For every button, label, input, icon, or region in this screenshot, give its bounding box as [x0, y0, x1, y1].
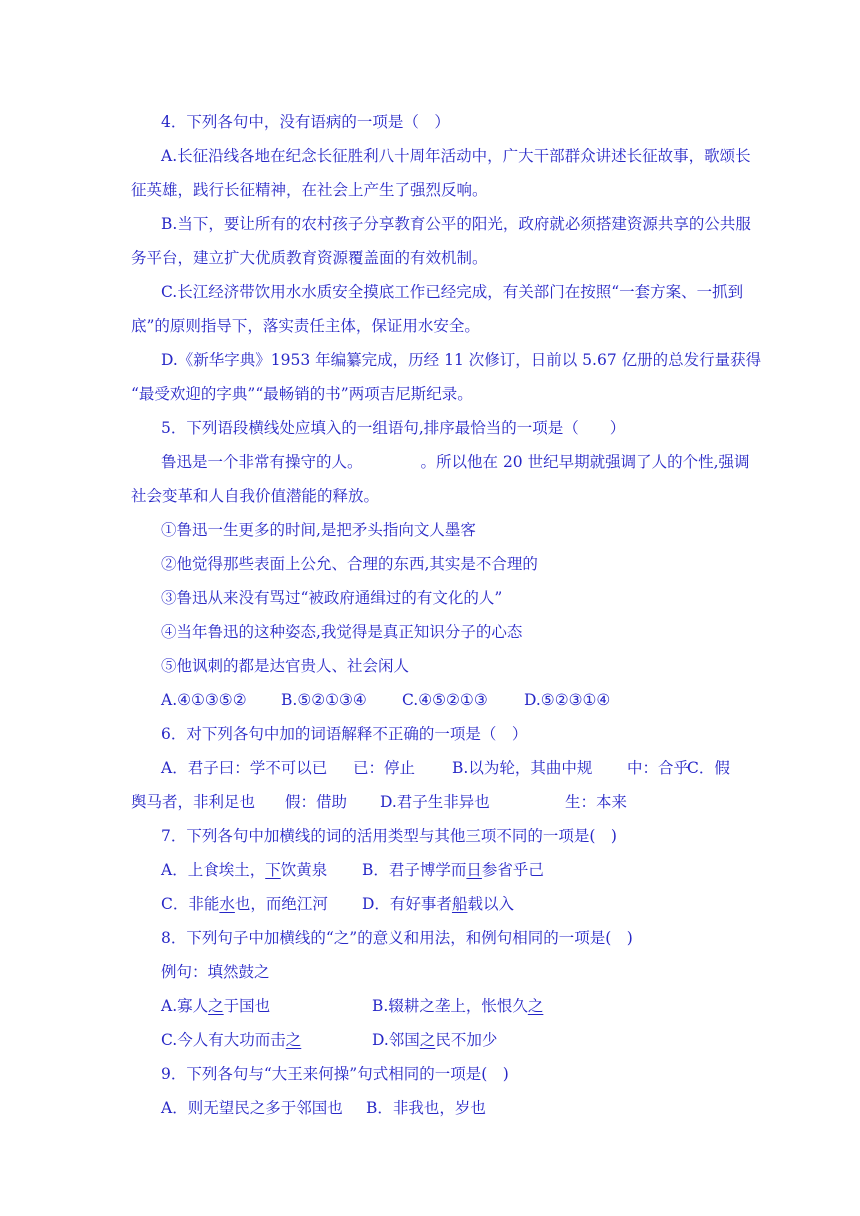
- q5-option-c: C.④⑤②①③: [402, 691, 488, 709]
- q8-option-d-underlined: 之: [419, 1031, 436, 1049]
- q8-stem: 8．下列句子中加横线的“之”的意义和用法，和例句相同的一项是( ): [161, 929, 633, 947]
- q5-option-d: D.⑤②③①④: [524, 691, 611, 709]
- q7-option-a-underlined: 下: [265, 861, 281, 879]
- q6-option-b-gloss: 中：合乎: [627, 759, 690, 777]
- q4-option-c-line1: C.长江经济带饮用水水质安全摸底工作已经完成，有关部门在按照“一套方案、一抓到: [161, 283, 744, 301]
- q5-option-b: B.⑤②①③④: [281, 691, 367, 709]
- q5-sentence-5: ⑤他讽刺的都是达官贵人、社会闲人: [161, 657, 410, 675]
- q6-option-d: D.君子生非异也: [380, 793, 490, 811]
- q4-option-c-line2: 底”的原则指导下，落实责任主体，保证用水安全。: [131, 317, 480, 335]
- q8-option-c-underlined: 之: [285, 1031, 302, 1049]
- q8-option-d: [372, 1029, 497, 1051]
- q7-option-b: [362, 859, 544, 881]
- q8-example: 例句：填然鼓之: [161, 963, 270, 981]
- q7-option-b-tail: 参省乎己: [481, 861, 544, 879]
- q6-option-a: A．君子曰：学不可以已: [161, 759, 328, 777]
- q6-option-b: B.以为轮，其曲中规: [452, 759, 593, 777]
- q9-option-b: B．非我也，岁也: [366, 1099, 486, 1117]
- q7-option-b-underlined: 日: [466, 861, 482, 879]
- q5-passage-line2: 社会变革和人自我价值潜能的释放。: [131, 487, 380, 505]
- q4-option-d-line1: D.《新华字典》1953 年编纂完成，历经 11 次修订，日前以 5.67 亿册的总发行量获得: [161, 351, 762, 369]
- q8-option-c-text: C.今人有大功而击: [161, 1031, 286, 1049]
- q7-option-a: [161, 859, 327, 881]
- q5-sentence-1: ①鲁迅一生更多的时间,是把矛头指向文人墨客: [161, 521, 476, 539]
- q4-option-b-line2: 务平台，建立扩大优质教育资源覆盖面的有效机制。: [131, 249, 488, 267]
- q8-option-a-tail: 于国也: [223, 997, 271, 1015]
- q7-option-b-text: B．君子博学而: [362, 861, 467, 879]
- q7-stem: 7．下列各句中加横线的词的活用类型与其他三项不同的一项是( ): [161, 827, 617, 845]
- q7-option-a-tail: 饮黄泉: [280, 861, 328, 879]
- q7-option-d-underlined: 船: [451, 895, 468, 913]
- q6-option-d-gloss: 生：本来: [565, 793, 628, 811]
- q4-option-a-line2: 征英雄，践行长征精神，在社会上产生了强烈反响。: [131, 181, 488, 199]
- q5-stem: 5．下列语段横线处应填入的一组语句,排序最恰当的一项是（ ）: [161, 419, 626, 437]
- q9-option-a: A．则无望民之多于邻国也: [161, 1099, 343, 1117]
- q8-option-a-underlined: 之: [208, 997, 224, 1015]
- q6-option-c-gloss: 假：借助: [285, 793, 348, 811]
- q6-option-a-gloss: 已：停止: [353, 759, 416, 777]
- q8-option-b: [372, 995, 543, 1017]
- q7-option-d-text: D．有好事者: [362, 895, 452, 913]
- q8-option-a-text: A.寡人: [161, 997, 209, 1015]
- q4-option-b-line1: B.当下，要让所有的农村孩子分享教育公平的阳光，政府就必须搭建资源共享的公共服: [161, 215, 751, 233]
- q7-option-c: [161, 893, 328, 915]
- q8-option-d-text: D.邻国: [372, 1031, 420, 1049]
- q4-stem: 4．下列各句中，没有语病的一项是（ ）: [161, 113, 450, 131]
- q7-option-a-text: A．上食埃土，: [161, 861, 266, 879]
- q9-stem: 9．下列各句与“大王来何操”句式相同的一项是( ): [161, 1065, 509, 1083]
- q7-option-d: [362, 893, 514, 915]
- q5-sentence-2: ②他觉得那些表面上公允、合理的东西,其实是不合理的: [161, 555, 538, 573]
- q8-option-a: [161, 995, 270, 1017]
- q5-passage-start: 鲁迅是一个非常有操守的人。: [161, 453, 363, 471]
- q6-stem: 6．对下列各句中加的词语解释不正确的一项是（ ）: [161, 725, 528, 743]
- q7-option-c-underlined: 水: [219, 895, 235, 913]
- q7-option-c-text: C．非能: [161, 895, 220, 913]
- q5-option-a: A.④①③⑤②: [161, 691, 247, 709]
- q8-option-b-underlined: 之: [527, 997, 544, 1015]
- q7-option-d-tail: 载以入: [467, 895, 514, 913]
- q6-option-c-start: C．假: [687, 759, 730, 777]
- q4-option-a-line1: A.长征沿线各地在纪念长征胜利八十周年活动中，广大干部群众讲述长征故事，歌颂长: [161, 147, 751, 165]
- q8-option-c: [161, 1029, 301, 1051]
- q5-passage-continue: 。所以他在 20 世纪早期就强调了人的个性,强调: [420, 453, 750, 471]
- q4-option-d-line2: “最受欢迎的字典”“最畅销的书”两项吉尼斯纪录。: [131, 385, 473, 403]
- q8-option-d-tail: 民不加少: [435, 1031, 498, 1049]
- q7-option-c-tail: 也，而绝江河: [234, 895, 328, 913]
- q6-option-c: 舆马者，非利足也: [131, 793, 256, 811]
- q5-sentence-3: ③鲁迅从来没有骂过“被政府通缉过的有文化的人”: [161, 589, 503, 607]
- q5-sentence-4: ④当年鲁迅的这种姿态,我觉得是真正知识分子的心态: [161, 623, 523, 641]
- q5-passage-line1: [161, 451, 750, 473]
- q8-option-b-text: B.辍耕之垄上，怅恨久: [372, 997, 528, 1015]
